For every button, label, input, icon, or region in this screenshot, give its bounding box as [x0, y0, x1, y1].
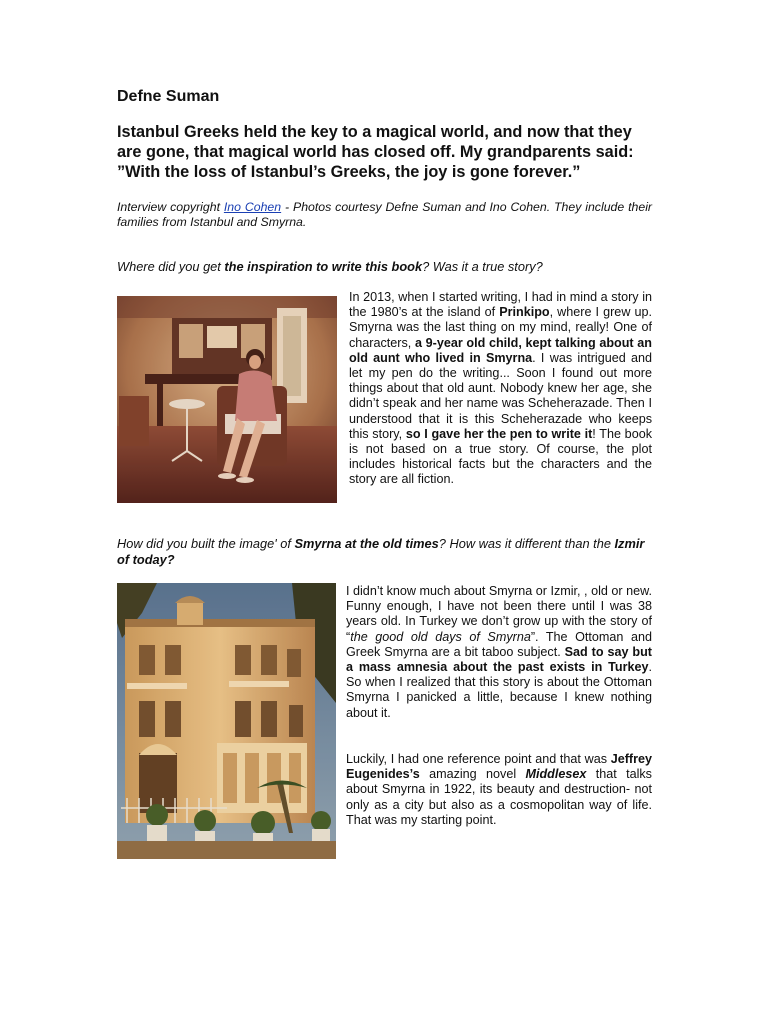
a1-t2: , where I grew up. Smyrna was the last thing on my mind, really! One of characters,: [349, 305, 652, 350]
q2-bold-d: Izmir of today?: [117, 536, 645, 567]
a1-t4: ! The book is not based on a true story. Of course, the plot includes historical facts but the characters and the story are all fiction.: [349, 426, 652, 487]
a3-bi1: Middlesex: [525, 767, 587, 782]
q1-bold: the inspiration to write this book: [224, 259, 423, 274]
answer-1-paragraph: [349, 290, 652, 488]
a2-b1: Sad to say but a mass amnesia about the past exists in Turkey: [346, 644, 652, 675]
interviewer-link[interactable]: Ino Cohen: [223, 200, 282, 214]
a2-i1: the good old days of Smyrna: [350, 629, 531, 644]
headline-quote: Istanbul Greeks held the key to a magical world, and now that they are gone, that magical world has closed off. My grandparents said: ”With the loss of Istanbul’s Greeks, the joy is gone forever.”: [117, 123, 634, 181]
a1-b2: a 9-year old child, kept talking about an old aunt who lived in Smyrna: [349, 335, 652, 365]
a3-t3: that talks about Smyrna in 1922, its beauty and destruction- not only as a city but also as a cosmopolitan way of life. That was my starting point.: [346, 767, 652, 827]
photo-woman-in-room: [117, 296, 337, 503]
interview-credit: [117, 200, 652, 230]
a1-t1: In 2013, when I started writing, I had in mind a story in the 1980’s at the island of: [349, 290, 652, 320]
answer-2: [346, 584, 652, 721]
q1-text-c: ? Was it a true story?: [422, 259, 543, 274]
credit-suffix: - Photos courtesy Defne Suman and Ino Cohen. They include their families from Istanbul and Smyrna.: [117, 200, 653, 229]
a1-b3: so I gave her the pen to write it: [405, 426, 593, 441]
answer-2-paragraph: [346, 584, 652, 721]
q2-text-c: ? How was it different than the: [438, 536, 615, 551]
q1-text-a: Where did you get: [117, 259, 225, 274]
answer-1: [349, 290, 652, 488]
a2-t1: I didn’t know much about Smyrna or Izmir, , old or new. Funny enough, I have not been there until I was 38 years old. In Turkey we don’t grow up with the story of “: [346, 584, 652, 644]
a1-t3: . I was intrigued and let my pen do the writing... Soon I found out more things about that old aunt. Nobody knew her age, she didn’t speak and her name was Scheherazade. Then I understood that it is this Scheherazade who keeps this story,: [349, 350, 652, 441]
q2-text-a: How did you built the image' of: [117, 536, 295, 551]
photo-historic-building: [117, 583, 336, 859]
a2-t3: . So when I realized that this story is about the Ottoman Smyrna I panicked a little, because I knew nothing about it.: [346, 660, 652, 720]
a3-t1: Luckily, I had one reference point and that was: [346, 752, 611, 766]
credit-prefix: Interview copyright: [117, 200, 224, 214]
question-1: [117, 259, 652, 275]
q2-bold-b: Smyrna at the old times: [294, 536, 439, 551]
author-name: Defne Suman: [117, 88, 220, 105]
a3-t2: amazing novel: [419, 767, 526, 782]
a1-b1: Prinkipo: [499, 305, 550, 320]
question-2: [117, 536, 652, 568]
answer-3-paragraph: [346, 752, 652, 828]
a3-b1: Jeffrey Eugenides’s: [346, 752, 652, 782]
a2-t2: ”. The Ottoman and Greek Smyrna are a bit taboo subject.: [346, 629, 652, 659]
answer-3: [346, 752, 652, 828]
